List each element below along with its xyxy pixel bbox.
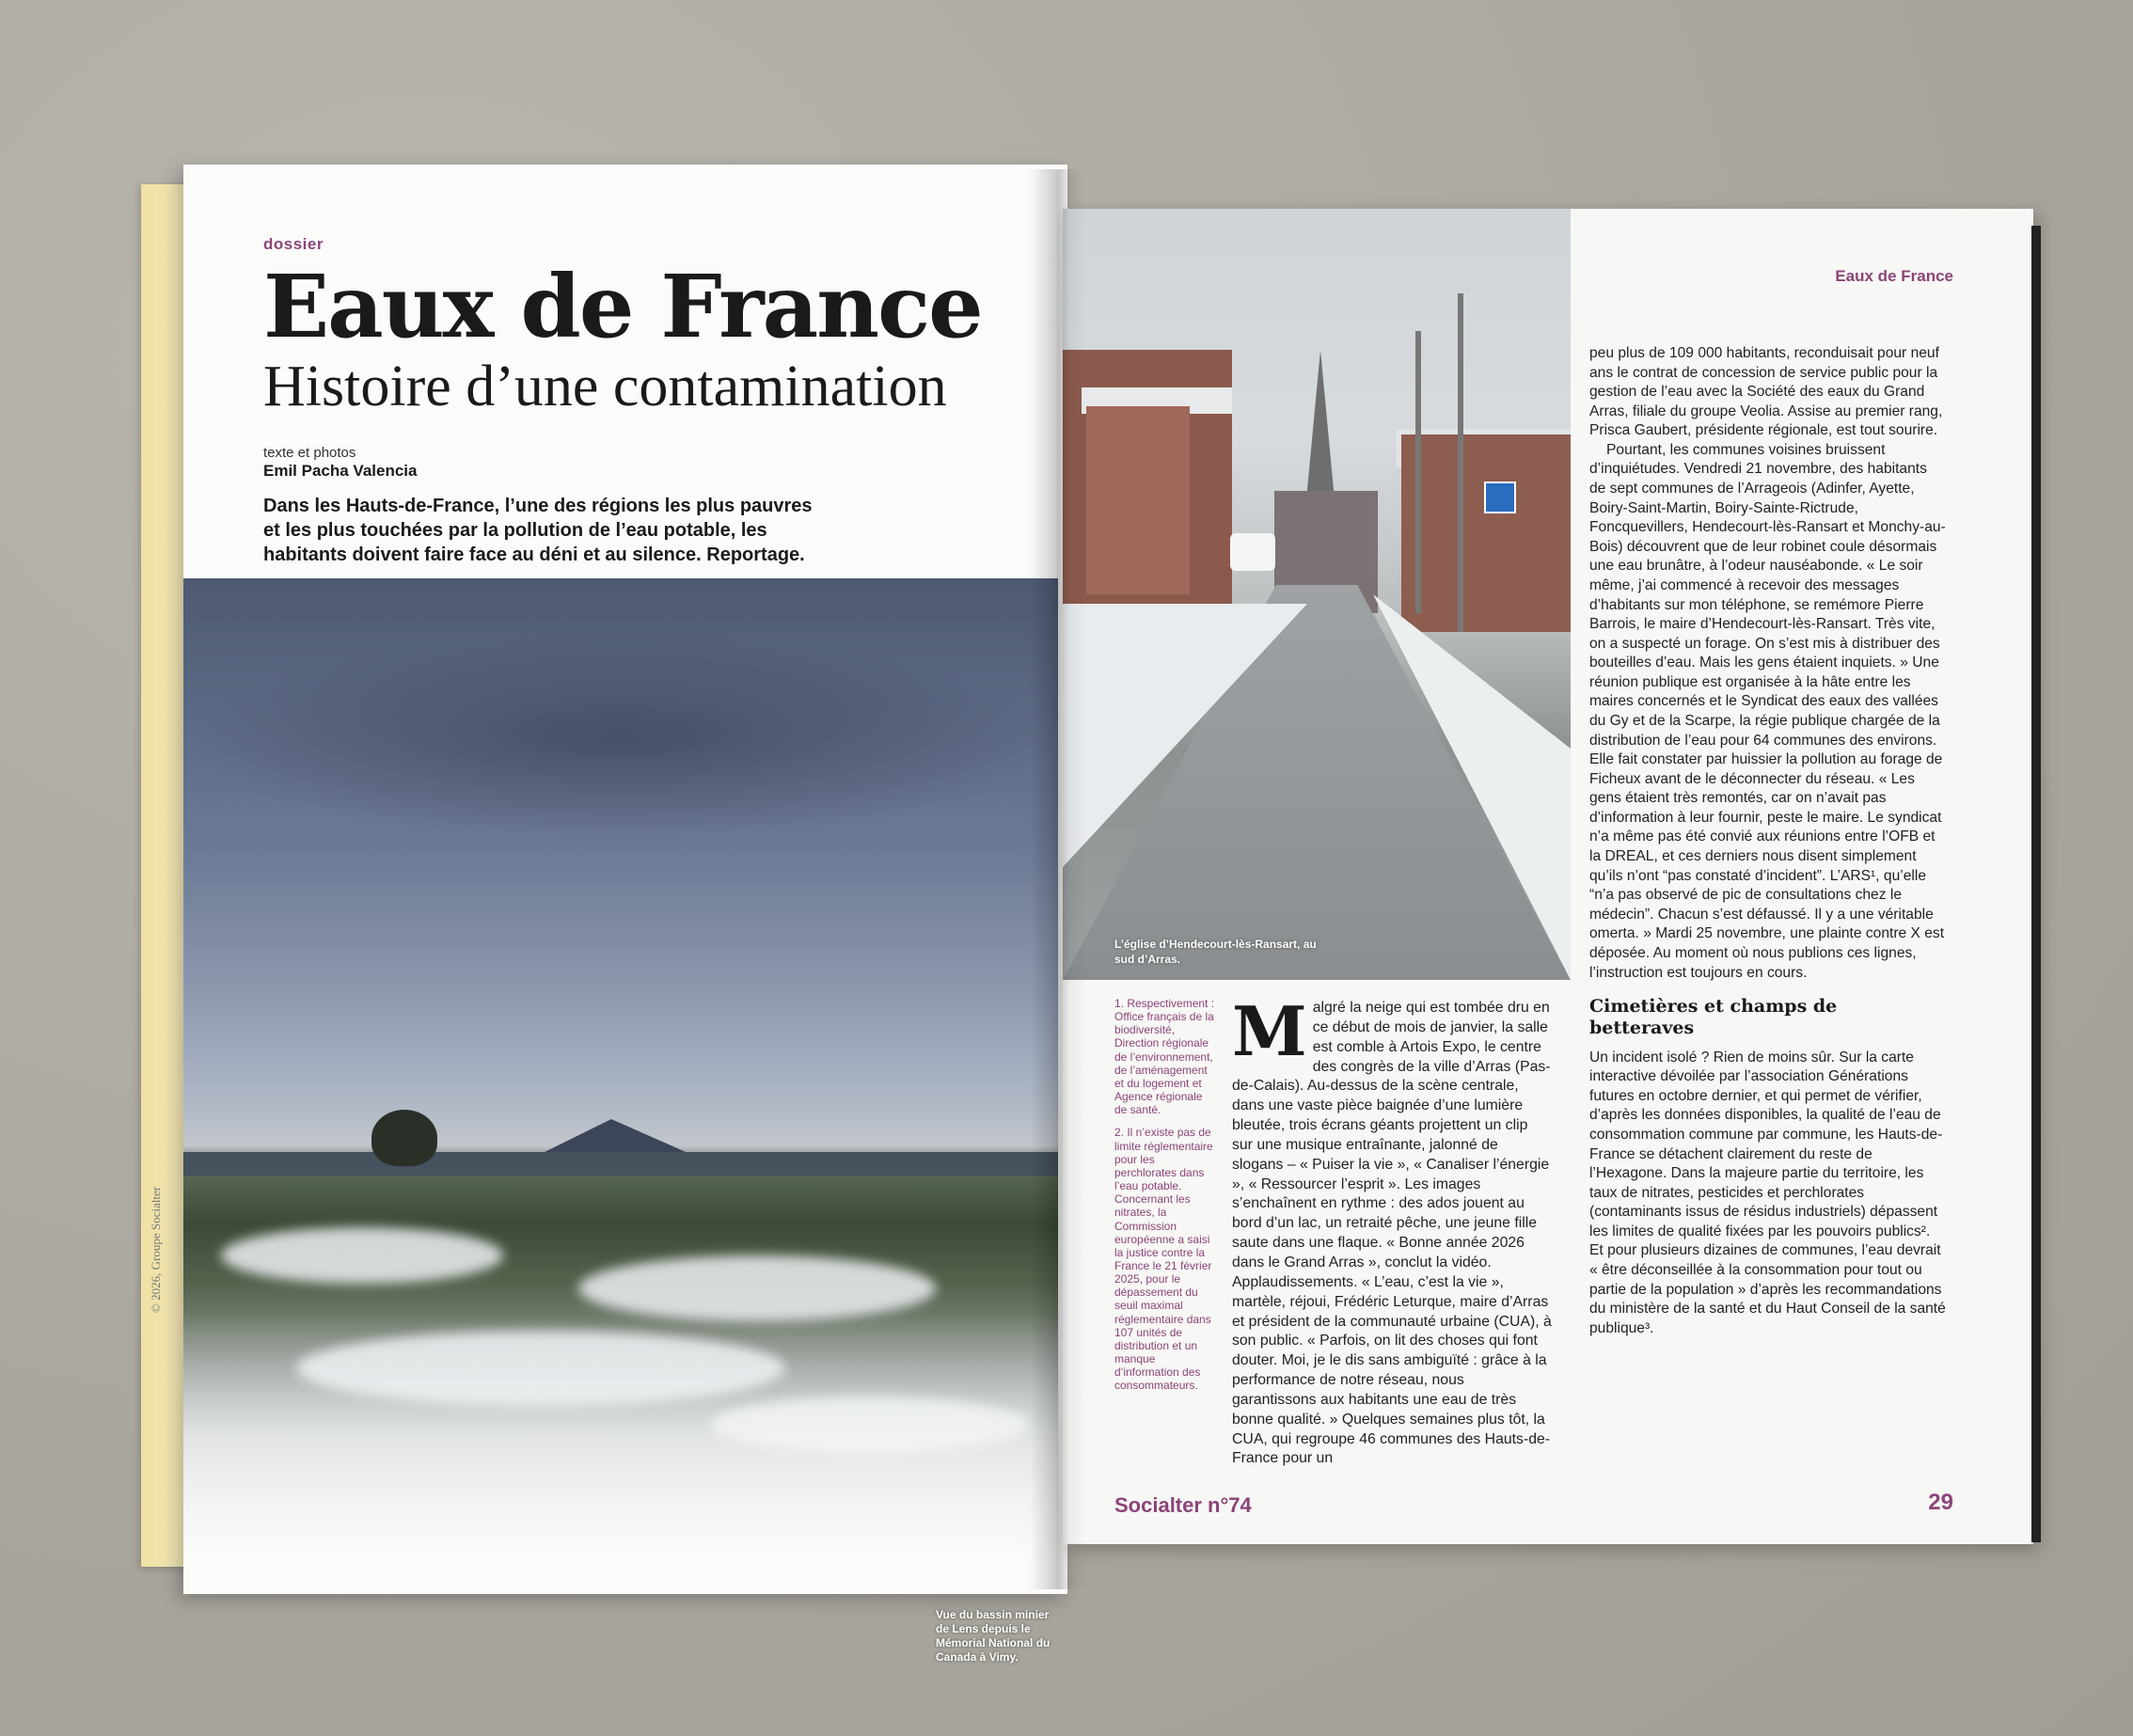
drop-cap: M bbox=[1232, 991, 1307, 1071]
body-column-2 bbox=[1589, 344, 1947, 1338]
byline-name: Emil Pacha Valencia bbox=[263, 462, 418, 480]
article-title: Eaux de France bbox=[263, 256, 982, 357]
landscape-photo bbox=[183, 578, 1058, 1664]
page-number: 29 bbox=[1928, 1490, 1953, 1515]
copyright-notice: © 2026, Groupe Socialter bbox=[149, 1186, 163, 1313]
magazine-issue: Socialter n°74 bbox=[1114, 1493, 1252, 1517]
photo-caption: Vue du bassin minier de Lens depuis le Mémorial National du Canada à Vimy. bbox=[936, 1608, 1051, 1664]
utility-pole bbox=[1458, 293, 1463, 632]
section-kicker: dossier bbox=[263, 235, 324, 253]
brick-house bbox=[1401, 434, 1571, 632]
body-column-1 bbox=[1232, 991, 1552, 1469]
byline-label: texte et photos bbox=[263, 445, 356, 461]
article-subtitle: Histoire d’une contamination bbox=[263, 355, 947, 418]
footnote: 2. Il n’existe pas de limite réglementaire pour les perchlorates dans l’eau potable. Concernant les nitrates, la Commission européenne a saisi la justice contre la France le 21 février 2025, pour le dépassement du seuil maximal réglementaire dans 107 unités de distribution et un manque d’information des consommateurs. bbox=[1114, 1126, 1213, 1393]
photo-caption: L’église d’Hendecourt-lès-Ransart, au sud d’Arras. bbox=[1114, 938, 1317, 966]
horizon-line bbox=[183, 1152, 1058, 1176]
photo-fade bbox=[183, 1312, 1058, 1556]
brick-house bbox=[1086, 406, 1190, 594]
church-spire bbox=[1305, 350, 1335, 510]
lead-paragraph: algré la neige qui est tombée dru en ce début de mois de janvier, la salle est comble à Artois Expo, le centre des congrès de la ville d’Arras (Pas-de-Calais). Au-dessus de la scène centrale, dans une vaste pièce baignée d’une lumière bleutée, trois écrans géants projettent un clip sur une musique entraînante, jalonné de slogans – « Puiser la vie », « Canaliser l’énergie », « Ressourcer l’esprit ». Les images s’enchaînent en rythme : des ados jouent au bord d’un lac, un retraité pêche, une jeune fille saute dans une flaque. « Bonne année 2026 dans le Grand Arras », conclut la vidéo. Applaudissements. « L’eau, c’est la vie », martèle, réjoui, Frédéric Leturque, maire d’Arras et président de la communauté urbaine (CUA), à son public. « Parfois, on lit des choses qui font douter. Moi, je le dis sans ambiguïté : grâce à la performance de notre réseau, nous garantissons aux habitants une eau de très bonne qualité. » Quelques semaines plus tôt, la CUA, qui regroupe 46 communes des Hauts-de-France pour un bbox=[1232, 1000, 1552, 1467]
village-street-photo bbox=[1063, 209, 1571, 980]
tree bbox=[371, 1110, 437, 1166]
paragraph: Pourtant, les communes voisines bruissent d’inquiétudes. Vendredi 21 novembre, des habitants de sept communes de l’Arrageois (Adinfer, Ayette, Boiry-Saint-Martin, Boiry-Sainte-Rictrude, Foncquevillers, Hendecourt-lès-Ransart et Monchy-au-Bois) découvrent que de leur robinet coule désormais une eau brunâtre, à l’odeur nauséabonde. « Le soir même, j’ai commencé à recevoir des messages d’habitants sur mon téléphone, se remémore Pierre Barrois, le maire d’Hendecourt-lès-Ransart. Très vite, on a suspecté un forage. On s’est mis à distribuer des bouteilles d’eau. Mais les gens étaient inquiets. » Une réunion publique est organisée à la hâte entre les maires concernés et le Syndicat des eaux des vallées du Gy et de la Scarpe, la régie publique chargée de la distribution de l’eau pour 64 communes des environs. Elle fait constater par huissier la pollution au forage de Ficheux avant de le déconnecter du réseau. « Les gens étaient très remontés, car on n’avait pas d’information à leur fournir, peste le maire. Le syndicat n’a même pas été convié aux réunions entre l’OFB et la DREAL, et ces derniers nous disent simplement qu’ils n’ont “pas constaté d’incident”. L’ARS¹, qu’elle “n’a pas observé de pic de consultations chez le médecin”. Chacun s’est défaussé. Il y a une véritable omerta. » Mardi 25 novembre, une plainte contre X est déposée. Au moment où nous publions ces lignes, l’instruction est toujours en cours. bbox=[1589, 441, 1946, 981]
cloud-band bbox=[183, 635, 1058, 842]
left-page bbox=[183, 165, 1067, 1664]
footnote: 1. Respectivement : Office français de la biodiversité, Direction régionale de l’environnement, de l’aménagement et du logement et Agence régionale de santé. bbox=[1114, 997, 1215, 1117]
white-van bbox=[1230, 533, 1275, 571]
magazine-edge bbox=[2031, 226, 2041, 1542]
subheading: Cimetières et champs de betteraves bbox=[1589, 996, 1838, 1038]
paragraph: peu plus de 109 000 habitants, reconduisait pour neuf ans le contrat de concession de service public pour la gestion de l’eau avec la Société des eaux du Grand Arras, filiale du groupe Veolia. Assise au premier rang, Prisca Gaubert, présidente régionale, est tout sourire. bbox=[1589, 345, 1943, 439]
pedestrian-sign-icon bbox=[1484, 481, 1516, 513]
utility-pole bbox=[1415, 331, 1421, 613]
right-page bbox=[1063, 209, 2033, 1544]
running-head: Eaux de France bbox=[1835, 267, 1953, 285]
standfirst: Dans les Hauts-de-France, l’une des régions les plus pauvres et les plus touchées par la pollution de l’eau potable, les habitants doivent faire face au déni et au silence. Reportage. bbox=[263, 496, 813, 565]
snow-patch bbox=[221, 1227, 503, 1284]
paragraph: Un incident isolé ? Rien de moins sûr. Sur la carte interactive dévoilée par l’association Générations futures en octobre dernier, et qui permet de vérifier, d’après les données disponibles, la qualité de l’eau de consommation commune par commune, les Hauts-de-France se détachent clairement du reste de l’Hexagone. Dans la majeure partie du territoire, les taux de nitrates, pesticides et perchlorates (contaminants issus de résidus industriels) dépassent les limites de qualité fixées par les pouvoirs publics². Et pour plusieurs dizaines de communes, l’eau devrait « être déconseillée à la consommation pour tout ou partie de la population » d’après les recommandations du ministère de la santé et du Haut Conseil de la santé publique³. bbox=[1589, 1049, 1946, 1336]
footnotes bbox=[1114, 997, 1218, 1402]
